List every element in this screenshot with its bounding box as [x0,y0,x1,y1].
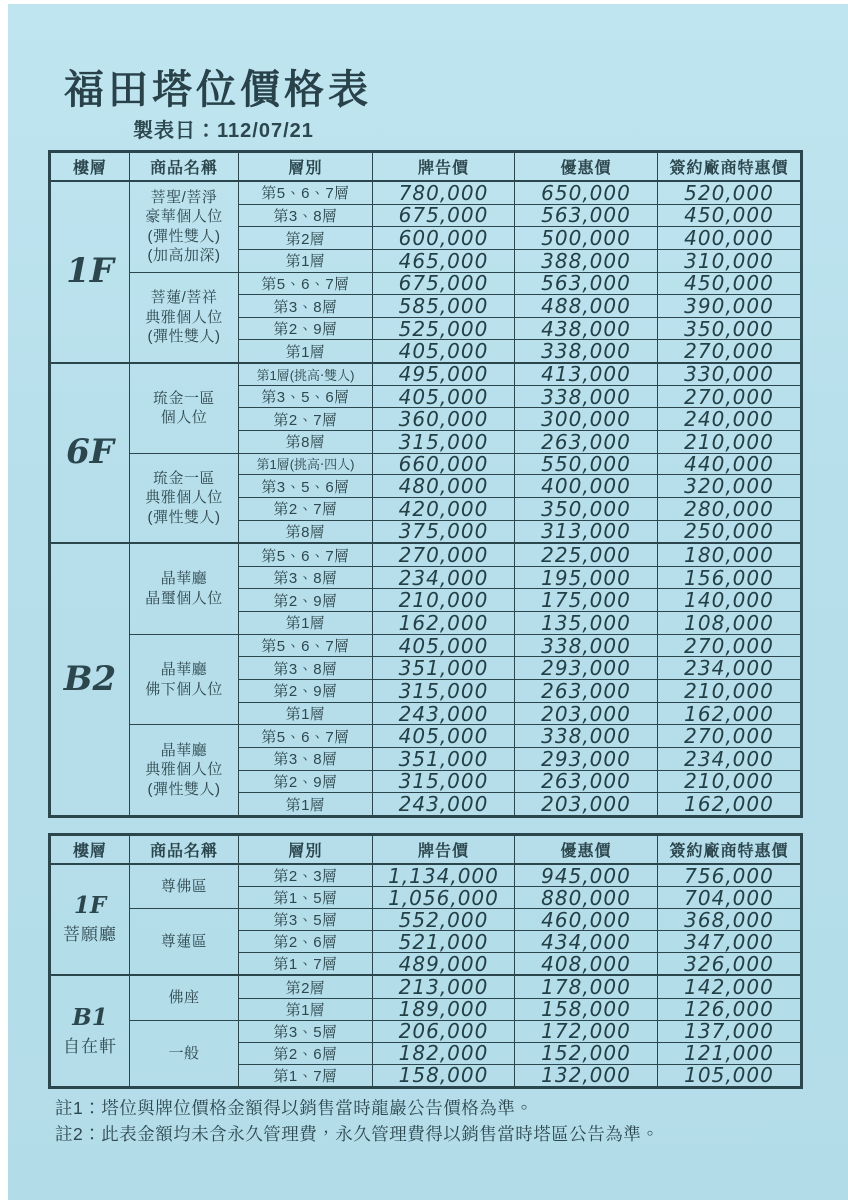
note-line-2: 註2：此表金額均未含永久管理費，永久管理費得以銷售當時塔區公告為準。 [55,1124,660,1144]
special-price-cell: 440,000 [658,453,802,475]
discount-price-cell: 350,000 [515,497,658,520]
special-price-cell: 142,000 [658,975,802,998]
special-price-cell: 162,000 [658,702,802,725]
level-cell: 第3、8層 [239,747,373,770]
table-row [50,975,802,998]
special-price-cell: 180,000 [658,543,802,566]
level-cell: 第3、8層 [239,295,373,318]
product-name-line: 尊佛區 [160,877,208,895]
discount-price-cell: 175,000 [515,589,658,612]
list-price-cell: 495,000 [373,363,515,385]
floor-cell [50,181,130,363]
product-name-line: 豪華個人位 [145,208,223,226]
product-name-line: 典雅個人位 [145,489,223,507]
list-price-cell: 315,000 [373,770,515,793]
product-name-line: (彈性雙人) [147,227,221,245]
level-cell: 第2、7層 [239,497,373,520]
column-header: 樓層 [50,835,130,865]
discount-price-cell: 178,000 [515,975,658,998]
list-price-cell: 1,134,000 [373,864,515,887]
level-cell: 第1、7層 [239,1064,373,1087]
product-name-cell [130,975,239,1020]
column-header: 層別 [239,835,373,865]
product-name-line: (彈性雙人) [147,328,221,346]
product-name-line: 菩蓮/菩祥 [150,289,218,307]
level-cell: 第2、9層 [239,317,373,340]
discount-price-cell: 263,000 [515,431,658,454]
product-name-line: 佛座 [168,989,200,1007]
column-header: 層別 [239,152,373,182]
list-price-cell: 210,000 [373,589,515,612]
special-price-cell: 450,000 [658,204,802,227]
special-price-cell: 270,000 [658,725,802,748]
floor-cell [50,363,130,543]
level-cell: 第3、8層 [239,566,373,589]
floor-label: B2 [63,658,117,699]
discount-price-cell: 195,000 [515,566,658,589]
list-price-cell: 420,000 [373,497,515,520]
special-price-cell: 270,000 [658,385,802,408]
footnotes [55,1095,659,1147]
special-price-cell: 390,000 [658,295,802,318]
discount-price-cell: 152,000 [515,1042,658,1064]
level-cell: 第5、6、7層 [239,181,373,204]
discount-price-cell: 293,000 [515,657,658,680]
list-price-cell: 600,000 [373,227,515,250]
discount-price-cell: 338,000 [515,340,658,363]
level-cell: 第2、9層 [239,770,373,793]
floor-cell [50,543,130,816]
list-price-cell: 189,000 [373,998,515,1020]
discount-price-cell: 388,000 [515,249,658,272]
table-row [50,864,802,887]
level-cell: 第3、5層 [239,1020,373,1042]
discount-price-cell: 300,000 [515,408,658,431]
special-price-cell: 320,000 [658,475,802,498]
table-row [50,543,802,566]
product-name-line: 晶華廳 [160,570,208,588]
discount-price-cell: 172,000 [515,1020,658,1042]
level-cell: 第1層 [239,793,373,817]
special-price-cell: 210,000 [658,431,802,454]
list-price-cell: 206,000 [373,1020,515,1042]
price-table-upper [48,150,800,818]
discount-price-cell: 408,000 [515,953,658,976]
discount-price-cell: 203,000 [515,702,658,725]
list-price-cell: 552,000 [373,909,515,931]
discount-price-cell: 563,000 [515,204,658,227]
product-name-cell [130,634,239,725]
discount-price-cell: 880,000 [515,887,658,909]
discount-price-cell: 263,000 [515,680,658,703]
floor-cell [50,975,130,1087]
level-cell: 第1層 [239,702,373,725]
list-price-cell: 675,000 [373,272,515,295]
product-name-line: 琉金一區 [152,469,215,487]
product-name-line: 典雅個人位 [145,308,223,326]
level-cell: 第2、9層 [239,589,373,612]
product-name-line: (彈性雙人) [147,508,221,526]
page-title: 福田塔位價格表 [64,68,372,112]
special-price-cell: 121,000 [658,1042,802,1064]
product-name-line: 晶璽個人位 [145,589,223,607]
list-price-cell: 351,000 [373,747,515,770]
list-price-cell: 162,000 [373,612,515,635]
level-cell: 第5、6、7層 [239,543,373,566]
special-price-cell: 270,000 [658,340,802,363]
table-row [50,634,802,657]
date-label: 製表日：112/07/21 [133,120,314,142]
list-price-cell: 525,000 [373,317,515,340]
special-price-cell: 450,000 [658,272,802,295]
discount-price-cell: 263,000 [515,770,658,793]
product-name-line: (彈性雙人) [147,780,221,798]
special-price-cell: 520,000 [658,181,802,204]
list-price-cell: 405,000 [373,634,515,657]
table-row [50,725,802,748]
discount-price-cell: 132,000 [515,1064,658,1087]
special-price-cell: 310,000 [658,249,802,272]
list-price-cell: 270,000 [373,543,515,566]
list-price-cell: 521,000 [373,931,515,953]
level-cell: 第2、3層 [239,864,373,887]
special-price-cell: 105,000 [658,1064,802,1087]
product-name-line: 菩聖/菩淨 [150,188,218,206]
discount-price-cell: 434,000 [515,931,658,953]
special-price-cell: 400,000 [658,227,802,250]
header-row [50,152,802,182]
level-cell: 第2、6層 [239,931,373,953]
header-row [50,835,802,865]
special-price-cell: 704,000 [658,887,802,909]
discount-price-cell: 225,000 [515,543,658,566]
list-price-cell: 182,000 [373,1042,515,1064]
column-header: 商品名稱 [130,152,239,182]
level-cell: 第1層 [239,249,373,272]
level-cell: 第5、6、7層 [239,634,373,657]
list-price-cell: 375,000 [373,520,515,543]
discount-price-cell: 338,000 [515,385,658,408]
special-price-cell: 137,000 [658,1020,802,1042]
special-price-cell: 234,000 [658,657,802,680]
product-name-line: 典雅個人位 [145,761,223,779]
column-header: 簽約廠商特惠價 [658,152,802,182]
special-price-cell: 140,000 [658,589,802,612]
list-price-cell: 465,000 [373,249,515,272]
discount-price-cell: 438,000 [515,317,658,340]
price-table [48,150,803,818]
product-name-cell [130,363,239,453]
special-price-cell: 347,000 [658,931,802,953]
level-cell: 第8層 [239,431,373,454]
level-cell: 第1層 [239,612,373,635]
product-name-cell [130,725,239,817]
discount-price-cell: 158,000 [515,998,658,1020]
special-price-cell: 250,000 [658,520,802,543]
product-name-line: 晶華廳 [160,741,208,759]
product-name-line: 琉金一區 [152,389,215,407]
list-price-cell: 315,000 [373,680,515,703]
discount-price-cell: 550,000 [515,453,658,475]
level-cell: 第3、5、6層 [239,385,373,408]
table-row [50,363,802,385]
special-price-cell: 350,000 [658,317,802,340]
discount-price-cell: 460,000 [515,909,658,931]
product-name-line: 尊蓮區 [160,933,208,951]
list-price-cell: 405,000 [373,385,515,408]
column-header: 優惠價 [515,152,658,182]
list-price-cell: 660,000 [373,453,515,475]
table-row [50,272,802,295]
discount-price-cell: 293,000 [515,747,658,770]
column-header: 牌告價 [373,835,515,865]
product-name-cell [130,864,239,909]
product-name-cell [130,272,239,363]
list-price-cell: 360,000 [373,408,515,431]
list-price-cell: 315,000 [373,431,515,454]
special-price-cell: 326,000 [658,953,802,976]
product-name-line: 晶華廳 [160,661,208,679]
list-price-cell: 243,000 [373,702,515,725]
level-cell: 第1、5層 [239,887,373,909]
price-table [48,833,803,1089]
discount-price-cell: 400,000 [515,475,658,498]
special-price-cell: 330,000 [658,363,802,385]
list-price-cell: 213,000 [373,975,515,998]
special-price-cell: 126,000 [658,998,802,1020]
table-row [50,1020,802,1042]
product-name-cell [130,453,239,543]
floor-hall-label: 自在軒 [63,1036,117,1056]
list-price-cell: 585,000 [373,295,515,318]
column-header: 優惠價 [515,835,658,865]
discount-price-cell: 945,000 [515,864,658,887]
list-price-cell: 234,000 [373,566,515,589]
list-price-cell: 1,056,000 [373,887,515,909]
discount-price-cell: 313,000 [515,520,658,543]
discount-price-cell: 135,000 [515,612,658,635]
level-cell: 第3、5、6層 [239,475,373,498]
level-cell: 第2層 [239,227,373,250]
table-row [50,453,802,475]
list-price-cell: 480,000 [373,475,515,498]
special-price-cell: 270,000 [658,634,802,657]
price-table-lower [48,833,800,1089]
floor-cell [50,864,130,975]
floor-label: B1 [72,1003,108,1031]
level-cell: 第2、7層 [239,408,373,431]
discount-price-cell: 413,000 [515,363,658,385]
product-name-line: 一般 [168,1044,200,1062]
discount-price-cell: 650,000 [515,181,658,204]
floor-label: 1F [73,892,107,920]
discount-price-cell: 500,000 [515,227,658,250]
special-price-cell: 240,000 [658,408,802,431]
list-price-cell: 780,000 [373,181,515,204]
level-cell: 第2、6層 [239,1042,373,1064]
column-header: 商品名稱 [130,835,239,865]
level-cell: 第2、9層 [239,680,373,703]
list-price-cell: 489,000 [373,953,515,976]
table-row [50,909,802,931]
list-price-cell: 405,000 [373,340,515,363]
list-price-cell: 405,000 [373,725,515,748]
discount-price-cell: 563,000 [515,272,658,295]
special-price-cell: 234,000 [658,747,802,770]
floor-hall-label: 菩願廳 [63,925,117,945]
level-cell: 第1層 [239,340,373,363]
special-price-cell: 756,000 [658,864,802,887]
product-name-cell [130,181,239,272]
level-cell: 第2層 [239,975,373,998]
level-cell: 第5、6、7層 [239,725,373,748]
level-cell: 第3、8層 [239,657,373,680]
table-row [50,181,802,204]
list-price-cell: 351,000 [373,657,515,680]
special-price-cell: 368,000 [658,909,802,931]
floor-label: 6F [66,432,114,473]
list-price-cell: 675,000 [373,204,515,227]
level-cell: 第3、8層 [239,204,373,227]
discount-price-cell: 338,000 [515,634,658,657]
special-price-cell: 162,000 [658,793,802,817]
list-price-cell: 158,000 [373,1064,515,1087]
level-cell: 第1、7層 [239,953,373,976]
product-name-cell [130,909,239,976]
product-name-cell [130,543,239,634]
special-price-cell: 280,000 [658,497,802,520]
special-price-cell: 210,000 [658,680,802,703]
floor-label: 1F [66,251,114,292]
discount-price-cell: 203,000 [515,793,658,817]
level-cell: 第1層 [239,998,373,1020]
level-cell: 第1層(挑高‧四人) [239,453,373,475]
special-price-cell: 156,000 [658,566,802,589]
column-header: 牌告價 [373,152,515,182]
product-name-line: 個人位 [160,409,208,427]
note-line-1: 註1：塔位與牌位價格金額得以銷售當時龍巖公告價格為準。 [55,1098,534,1118]
special-price-cell: 108,000 [658,612,802,635]
list-price-cell: 243,000 [373,793,515,817]
product-name-line: (加高加深) [147,247,221,265]
discount-price-cell: 338,000 [515,725,658,748]
column-header: 樓層 [50,152,130,182]
level-cell: 第5、6、7層 [239,272,373,295]
product-name-line: 佛下個人位 [145,680,223,698]
discount-price-cell: 488,000 [515,295,658,318]
level-cell: 第1層(挑高‧雙人) [239,363,373,385]
level-cell: 第8層 [239,520,373,543]
product-name-cell [130,1020,239,1087]
column-header: 簽約廠商特惠價 [658,835,802,865]
level-cell: 第3、5層 [239,909,373,931]
special-price-cell: 210,000 [658,770,802,793]
